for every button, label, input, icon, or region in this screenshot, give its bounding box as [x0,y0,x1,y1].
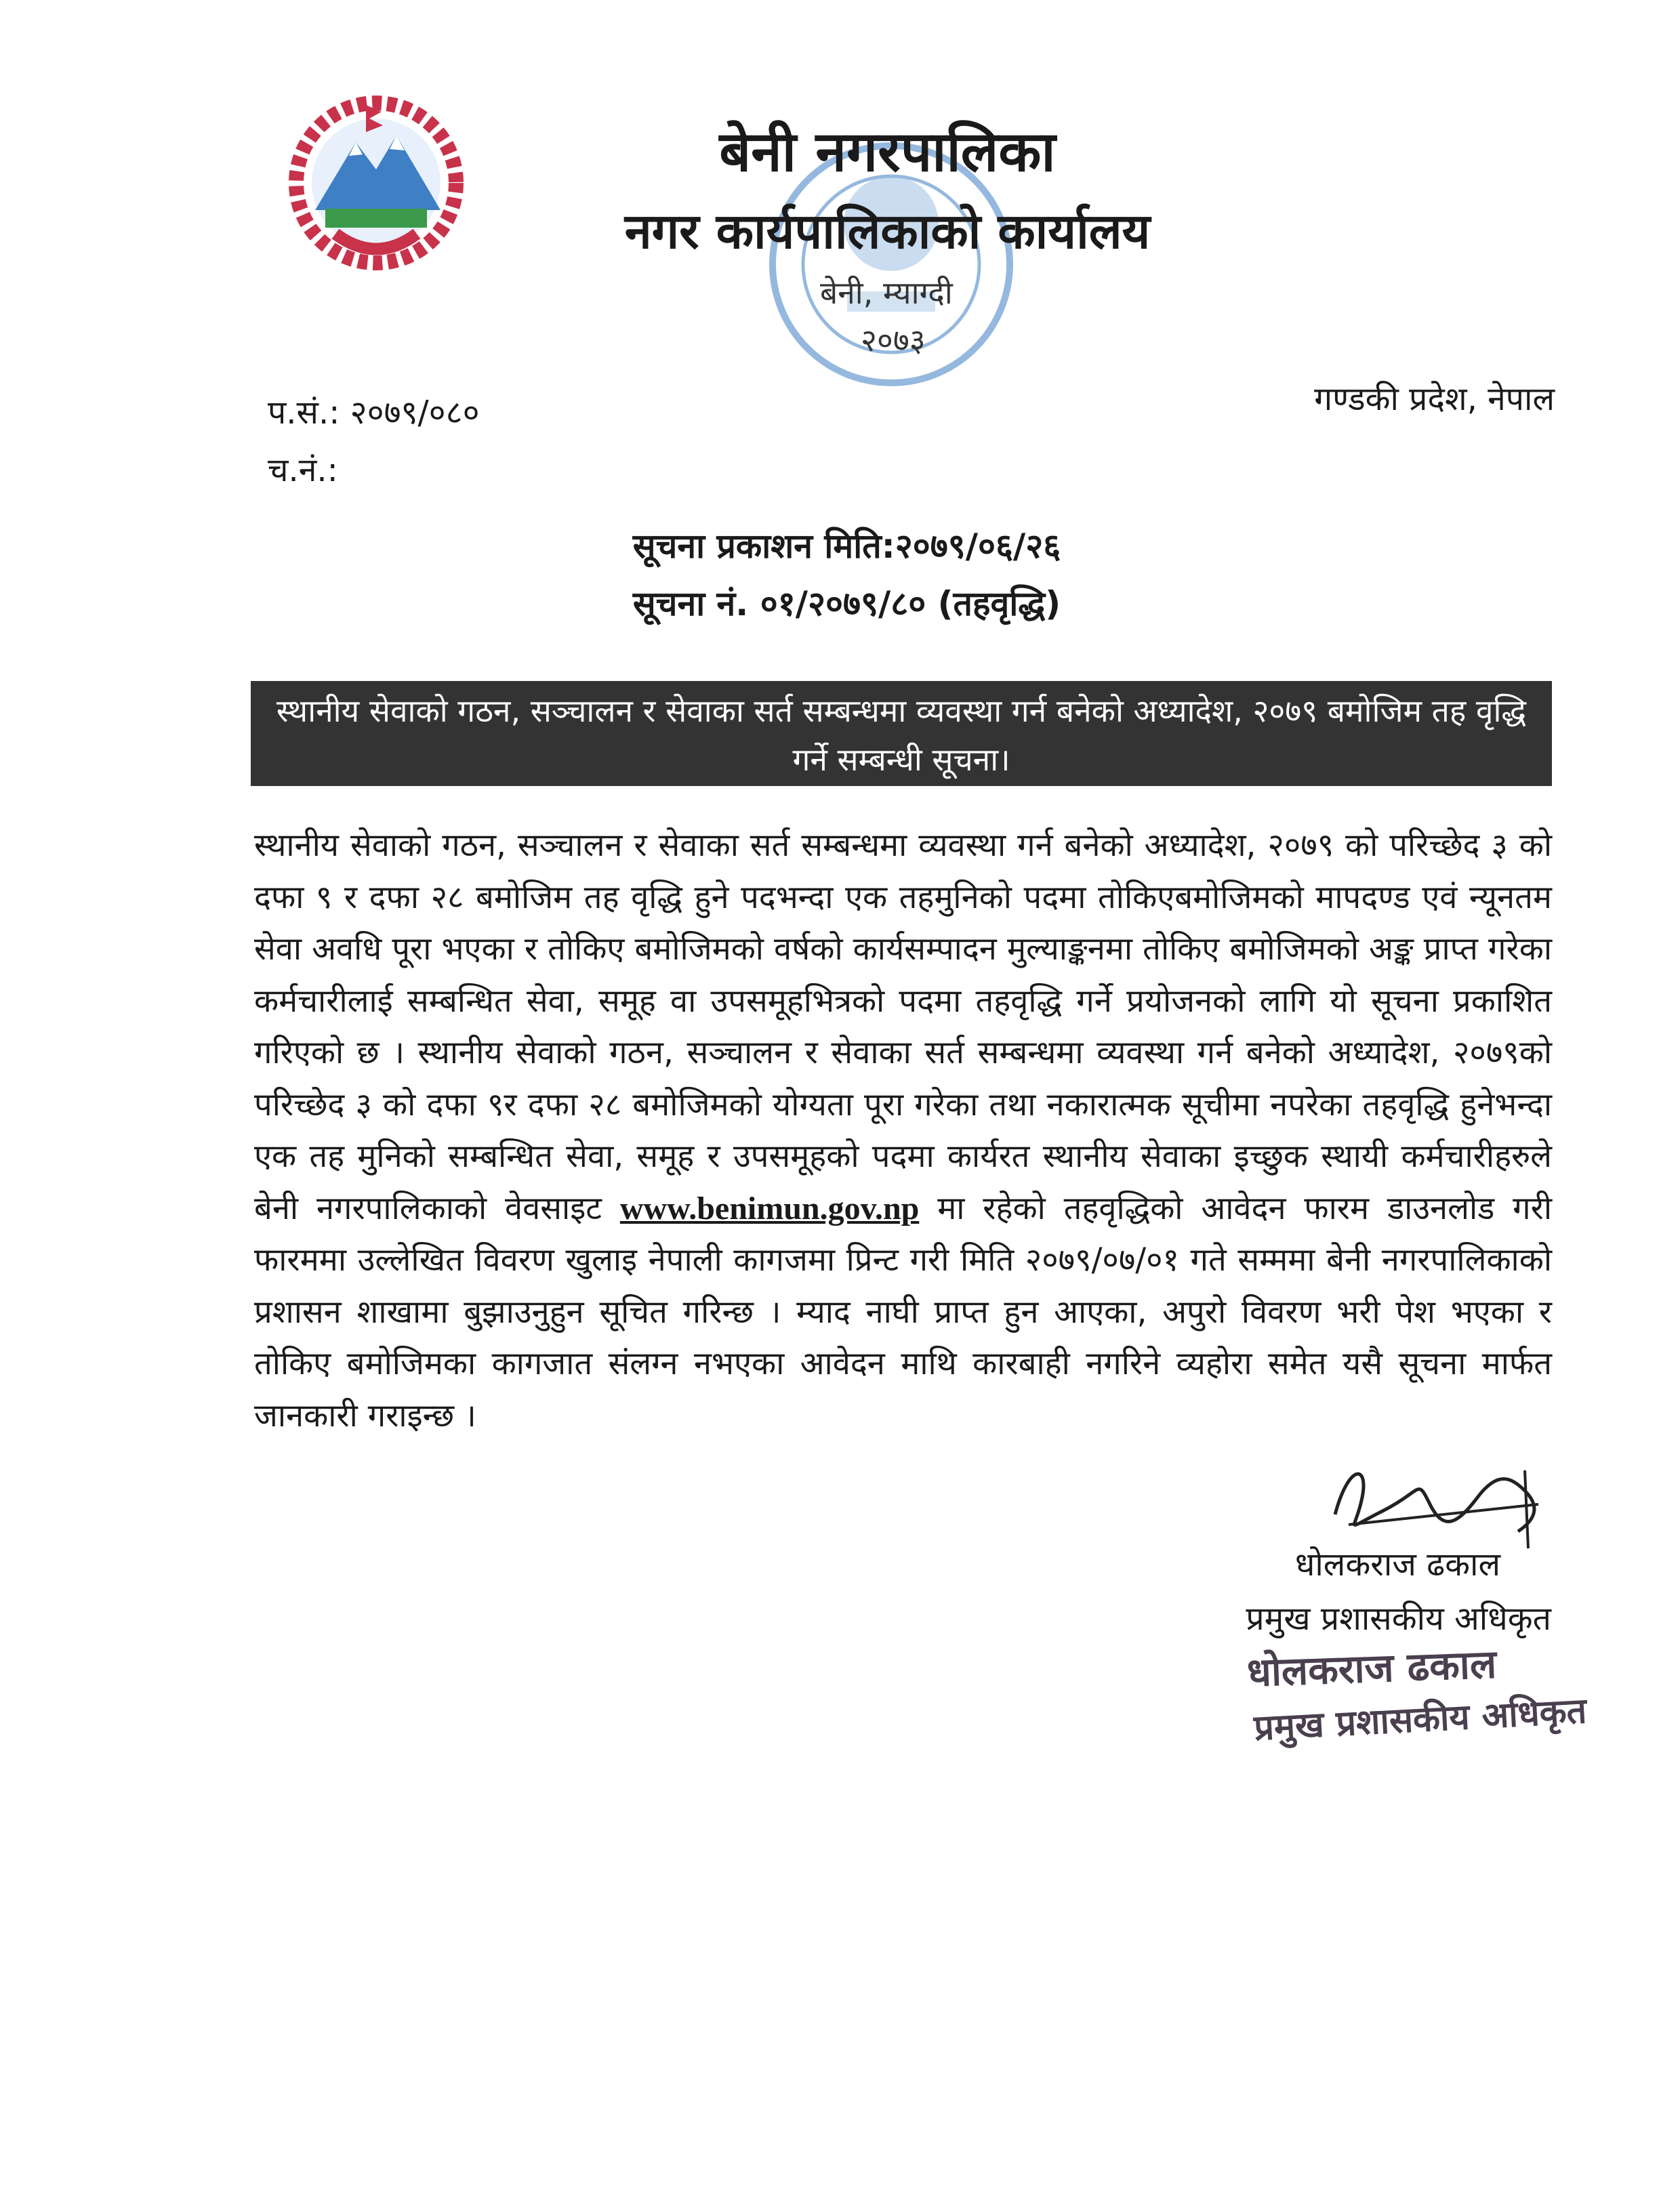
notice-subject-banner: स्थानीय सेवाको गठन, सञ्चालन र सेवाका सर्त सम्बन्धमा व्यवस्था गर्न बनेको अध्यादेश, २०७९ बमोजिम तह वृद्धि गर्ने सम्बन्धी सूचना। [251,681,1552,786]
website-link[interactable]: www.benimun.gov.np [619,1190,920,1226]
notice-publish-date: सूचना प्रकाशन मिति:२०७९/०६/२६ [632,527,1061,566]
handwritten-signature [1322,1450,1552,1552]
body-text-part-2: मा रहेको तहवृद्धिको आवेदन फारम डाउनलोड गरी फारममा उल्लेखित विवरण खुलाइ नेपाली कागजमा प्रिन्ट गरी मिति २०७९/०७/०१ गते सम्ममा बेनी नगरपालिकाको प्रशासन शाखामा बुझाउनुहुन सूचित गरिन्छ । म्याद नाघी प्राप्त हुन आएका, अपुरो विवरण भरी पेश भएका र तोकिए बमोजिमका कागजात संलग्न नभएका आवेदन माथि कारबाही नगरिने व्यहोरा समेत यसै सूचना मार्फत जानकारी गराइन्छ । [254,1189,1553,1434]
body-text-part-1: स्थानीय सेवाको गठन, सञ्चालन र सेवाका सर्त सम्बन्धमा व्यवस्था गर्न बनेको अध्यादेश, २०७९ को परिच्छेद ३ को दफा ९ र दफा २८ बमोजिम तह वृद्धि हुने पदभन्दा एक तहमुनिको पदमा तोकिएबमोजिमको मापदण्ड एवं न्यूनतम सेवा अवधि पूरा भएका र तोकिए बमोजिमको वर्षको कार्यसम्पादन मुल्याङ्कनमा तोकिए बमोजिमको अङ्क प्राप्त गरेका कर्मचारीलाई सम्बन्धित सेवा, समूह वा उपसमूहभित्रको पदमा तहवृद्धि गर्ने प्रयोजनको लागि यो सूचना प्रकाशित गरिएको छ । स्थानीय सेवाको गठन, सञ्चालन र सेवाका सर्त सम्बन्धमा व्यवस्था गर्न बनेको अध्यादेश, २०७९को परिच्छेद ३ को दफा ९र दफा २८ बमोजिमको योग्यता पूरा गरेका तथा नकारात्मक सूचीमा नपरेका तहवृद्धि हुनेभन्दा एक तह मुनिको सम्बन्धित सेवा, समूह र उपसमूहको पदमा कार्यरत स्थानीय सेवाका इच्छुक स्थायी कर्मचारीहरुले बेनी नगरपालिकाको वेवसाइट [254,827,1552,1227]
organization-name: बेनी नगरपालिका [719,120,1056,184]
signatory-title: प्रमुख प्रशासकीय अधिकृत [1246,1600,1551,1638]
name-seal-stamp: धोलकराज ढकाल [1246,1640,1498,1696]
signatory-name: धोलकराज ढकाल [1294,1546,1500,1584]
office-name: नगर कार्यपालिकाको कार्यालय [624,203,1151,260]
title-seal-stamp: प्रमुख प्रशासकीय अधिकृत [1252,1691,1588,1749]
dispatch-number: च.नं.: [268,451,338,489]
established-year: २०७३ [861,322,926,358]
notice-body [254,820,1552,1442]
province-address: गण्डकी प्रदेश, नेपाल [1314,380,1555,418]
reference-number: प.सं.: २०७९/०८० [268,394,480,432]
office-location: बेनी, म्याग्दी [820,274,953,311]
notice-number: सूचना नं. ०१/२०७९/८० (तहवृद्धि) [632,584,1061,623]
